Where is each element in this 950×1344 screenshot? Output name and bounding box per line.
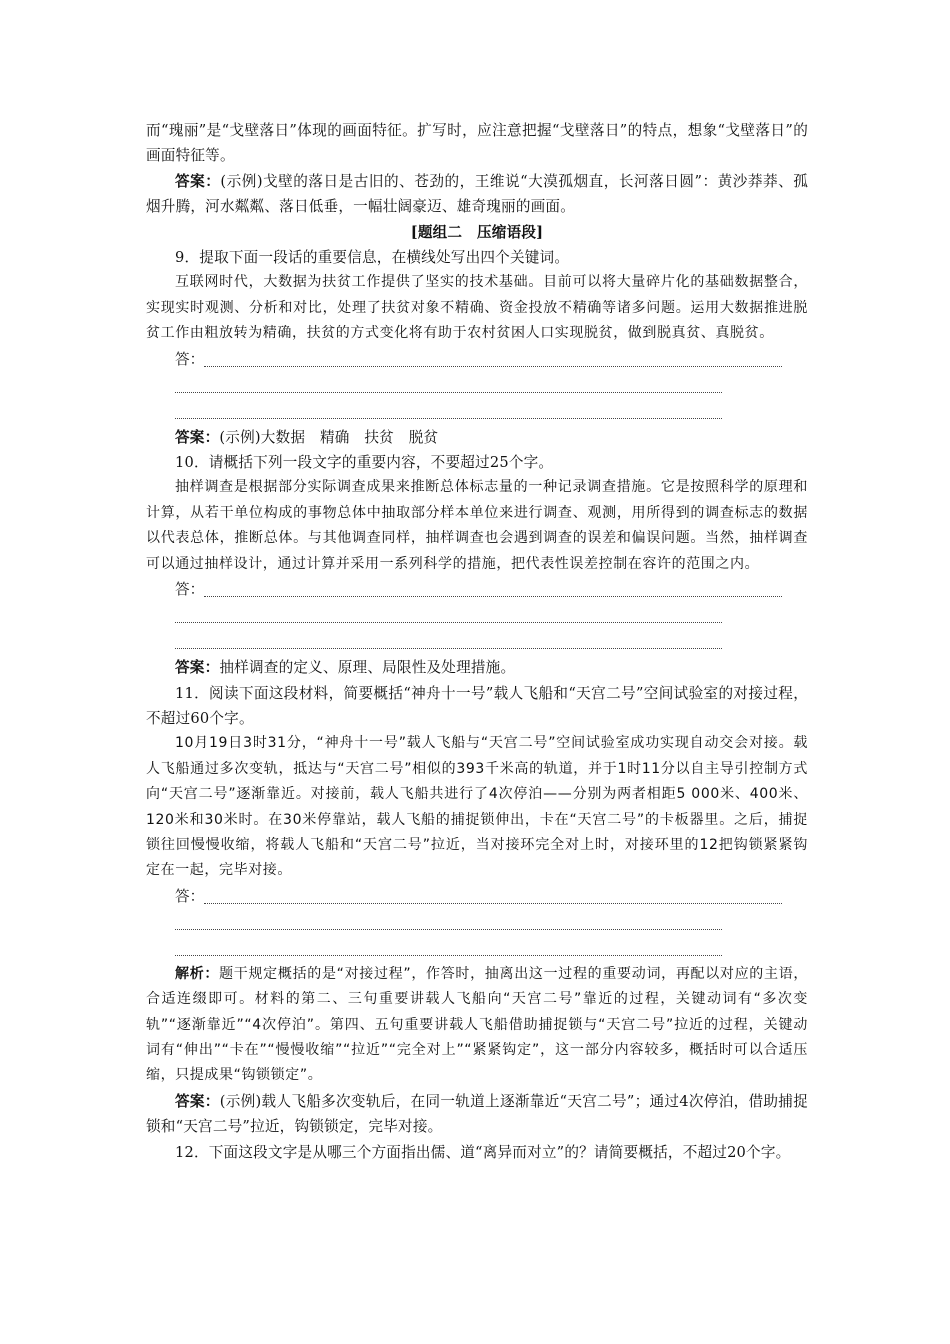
answer-line-9-3[interactable] <box>146 399 808 425</box>
analysis-11 <box>146 962 808 1089</box>
answer-text: (示例)戈壁的落日是古旧的、苍劲的，王维说“大漠孤烟直，长河落日圆”：黄沙莽莽、孤烟升腾，河水粼粼、落日低垂，一幅壮阔豪迈、雄奇瑰丽的画面。 <box>146 172 808 216</box>
answer-blank[interactable] <box>175 955 722 956</box>
section-heading: [题组二 压缩语段] <box>410 223 544 241</box>
answer-text: (示例)大数据 精确 扶贫 脱贫 <box>219 428 439 446</box>
answer-blank[interactable] <box>175 392 722 393</box>
answer-text: (示例)载人飞船多次变轨后，在同一轨道上逐渐靠近“天宫二号”；通过4次停泊，借助捕捉锁和“天宫二号”拉近，钩锁锁定，完毕对接。 <box>146 1092 809 1136</box>
answer-prompt: 答： <box>175 581 205 599</box>
answer-10 <box>146 655 808 680</box>
question-9-passage: 互联网时代，大数据为扶贫工作提供了坚实的技术基础。目前可以将大量碎片化的基础数据整合，实现实时观测、分析和对比，处理了扶贫对象不精确、资金投放不精确等诸多问题。运用大数据推进脱贫工作由粗放转为精确，扶贫的方式变化将有助于农村贫困人口实现脱贫，做到脱真贫、真脱贫。 <box>146 274 808 342</box>
answer-line-11-3[interactable] <box>146 936 808 962</box>
answer-blank[interactable] <box>175 929 722 930</box>
document-page <box>146 118 808 1165</box>
answer-line-10-3[interactable] <box>146 629 808 655</box>
answer-prompt: 答： <box>175 887 205 905</box>
answer-9 <box>146 425 808 450</box>
answer-line-11-2[interactable] <box>146 910 808 936</box>
answer-label: 答案： <box>175 659 220 677</box>
answer-line-10-1[interactable] <box>146 577 808 603</box>
answer-blank[interactable] <box>204 366 782 367</box>
answer-blank[interactable] <box>175 418 722 419</box>
answer-text: 抽样调查的定义、原理、局限性及处理措施。 <box>219 659 516 677</box>
answer-blank[interactable] <box>175 622 722 623</box>
answer-prompt: 答： <box>175 350 205 368</box>
answer-line-11-1[interactable] <box>146 884 808 910</box>
question-9: 9．提取下面一段话的重要信息，在横线处写出四个关键词。 <box>175 249 570 267</box>
answer-8 <box>146 169 808 220</box>
intro-paragraph: 而“瑰丽”是“戈壁落日”体现的画面特征。扩写时，应注意把握“戈壁落日”的特点，想象“戈壁落日”的画面特征等。 <box>146 122 808 165</box>
question-10-passage: 抽样调查是根据部分实际调查成果来推断总体标志量的一种记录调查措施。它是按照科学的原理和计算，从若干单位构成的事物总体中抽取部分样本单位来进行调查、观测，用所得到的调查标志的数据以代表总体，推断总体。与其他调查同样，抽样调查也会遇到调查的误差和偏误问题。当然，抽样调查可以通过抽样设计，通过计算并采用一系列科学的措施，把代表性误差控制在容许的范围之内。 <box>146 479 808 572</box>
question-10: 10．请概括下列一段文字的重要内容，不要超过25个字。 <box>175 454 554 472</box>
answer-label: 答案： <box>175 1092 220 1110</box>
answer-line-9-1[interactable] <box>146 347 808 373</box>
answer-blank[interactable] <box>175 648 722 649</box>
answer-line-9-2[interactable] <box>146 373 808 399</box>
answer-blank[interactable] <box>204 903 782 904</box>
analysis-label: 解析： <box>175 965 220 982</box>
answer-blank[interactable] <box>204 596 782 597</box>
answer-label: 答案： <box>175 428 220 446</box>
answer-11 <box>146 1089 808 1140</box>
analysis-text: 题干规定概括的是“对接过程”，作答时，抽离出这一过程的重要动词，再配以对应的主语，合适连缀即可。材料的第二、三句重要讲载人飞船向“天宫二号”靠近的过程，关键动词有“多次变轨”“逐渐靠近”“4次停泊”。第四、五句重要讲载人飞船借助捕捉锁与“天宫二号”拉近的过程，关键动词有“伸出”“卡在”“慢慢收缩”“拉近”“完全对上”“紧紧钩定”，这一部分内容较多，概括时可以合适压缩，只提成果“钩锁锁定”。 <box>146 965 808 1084</box>
answer-line-10-2[interactable] <box>146 603 808 629</box>
answer-label: 答案： <box>175 172 221 190</box>
question-11: 11．阅读下面这段材料，简要概括“神舟十一号”载人飞船和“天宫二号”空间试验室的对接过程，不超过60个字。 <box>146 684 808 727</box>
question-11-passage: 10月19日3时31分，“神舟十一号”载人飞船与“天宫二号”空间试验室成功实现自动交会对接。载人飞船通过多次变轨，抵达与“天宫二号”相似的393千米高的轨道，并于1时11分以自主导引控制方式向“天宫二号”逐渐靠近。对接前，载人飞船共进行了4次停泊——分别为两者相距5 000米、400米、120米和30米时。在30米停靠站，载人飞船的捕捉锁伸出，卡在“天宫二号”的卡板器里。之后，捕捉锁往回慢慢收缩，将载人飞船和“天宫二号”拉近，当对接环完全对上时，对接环里的12把钩锁紧紧钩定在一起，完毕对接。 <box>146 735 808 879</box>
question-12: 12．下面这段文字是从哪三个方面指出儒、道“离异而对立”的？请简要概括，不超过20个字。 <box>175 1143 791 1161</box>
